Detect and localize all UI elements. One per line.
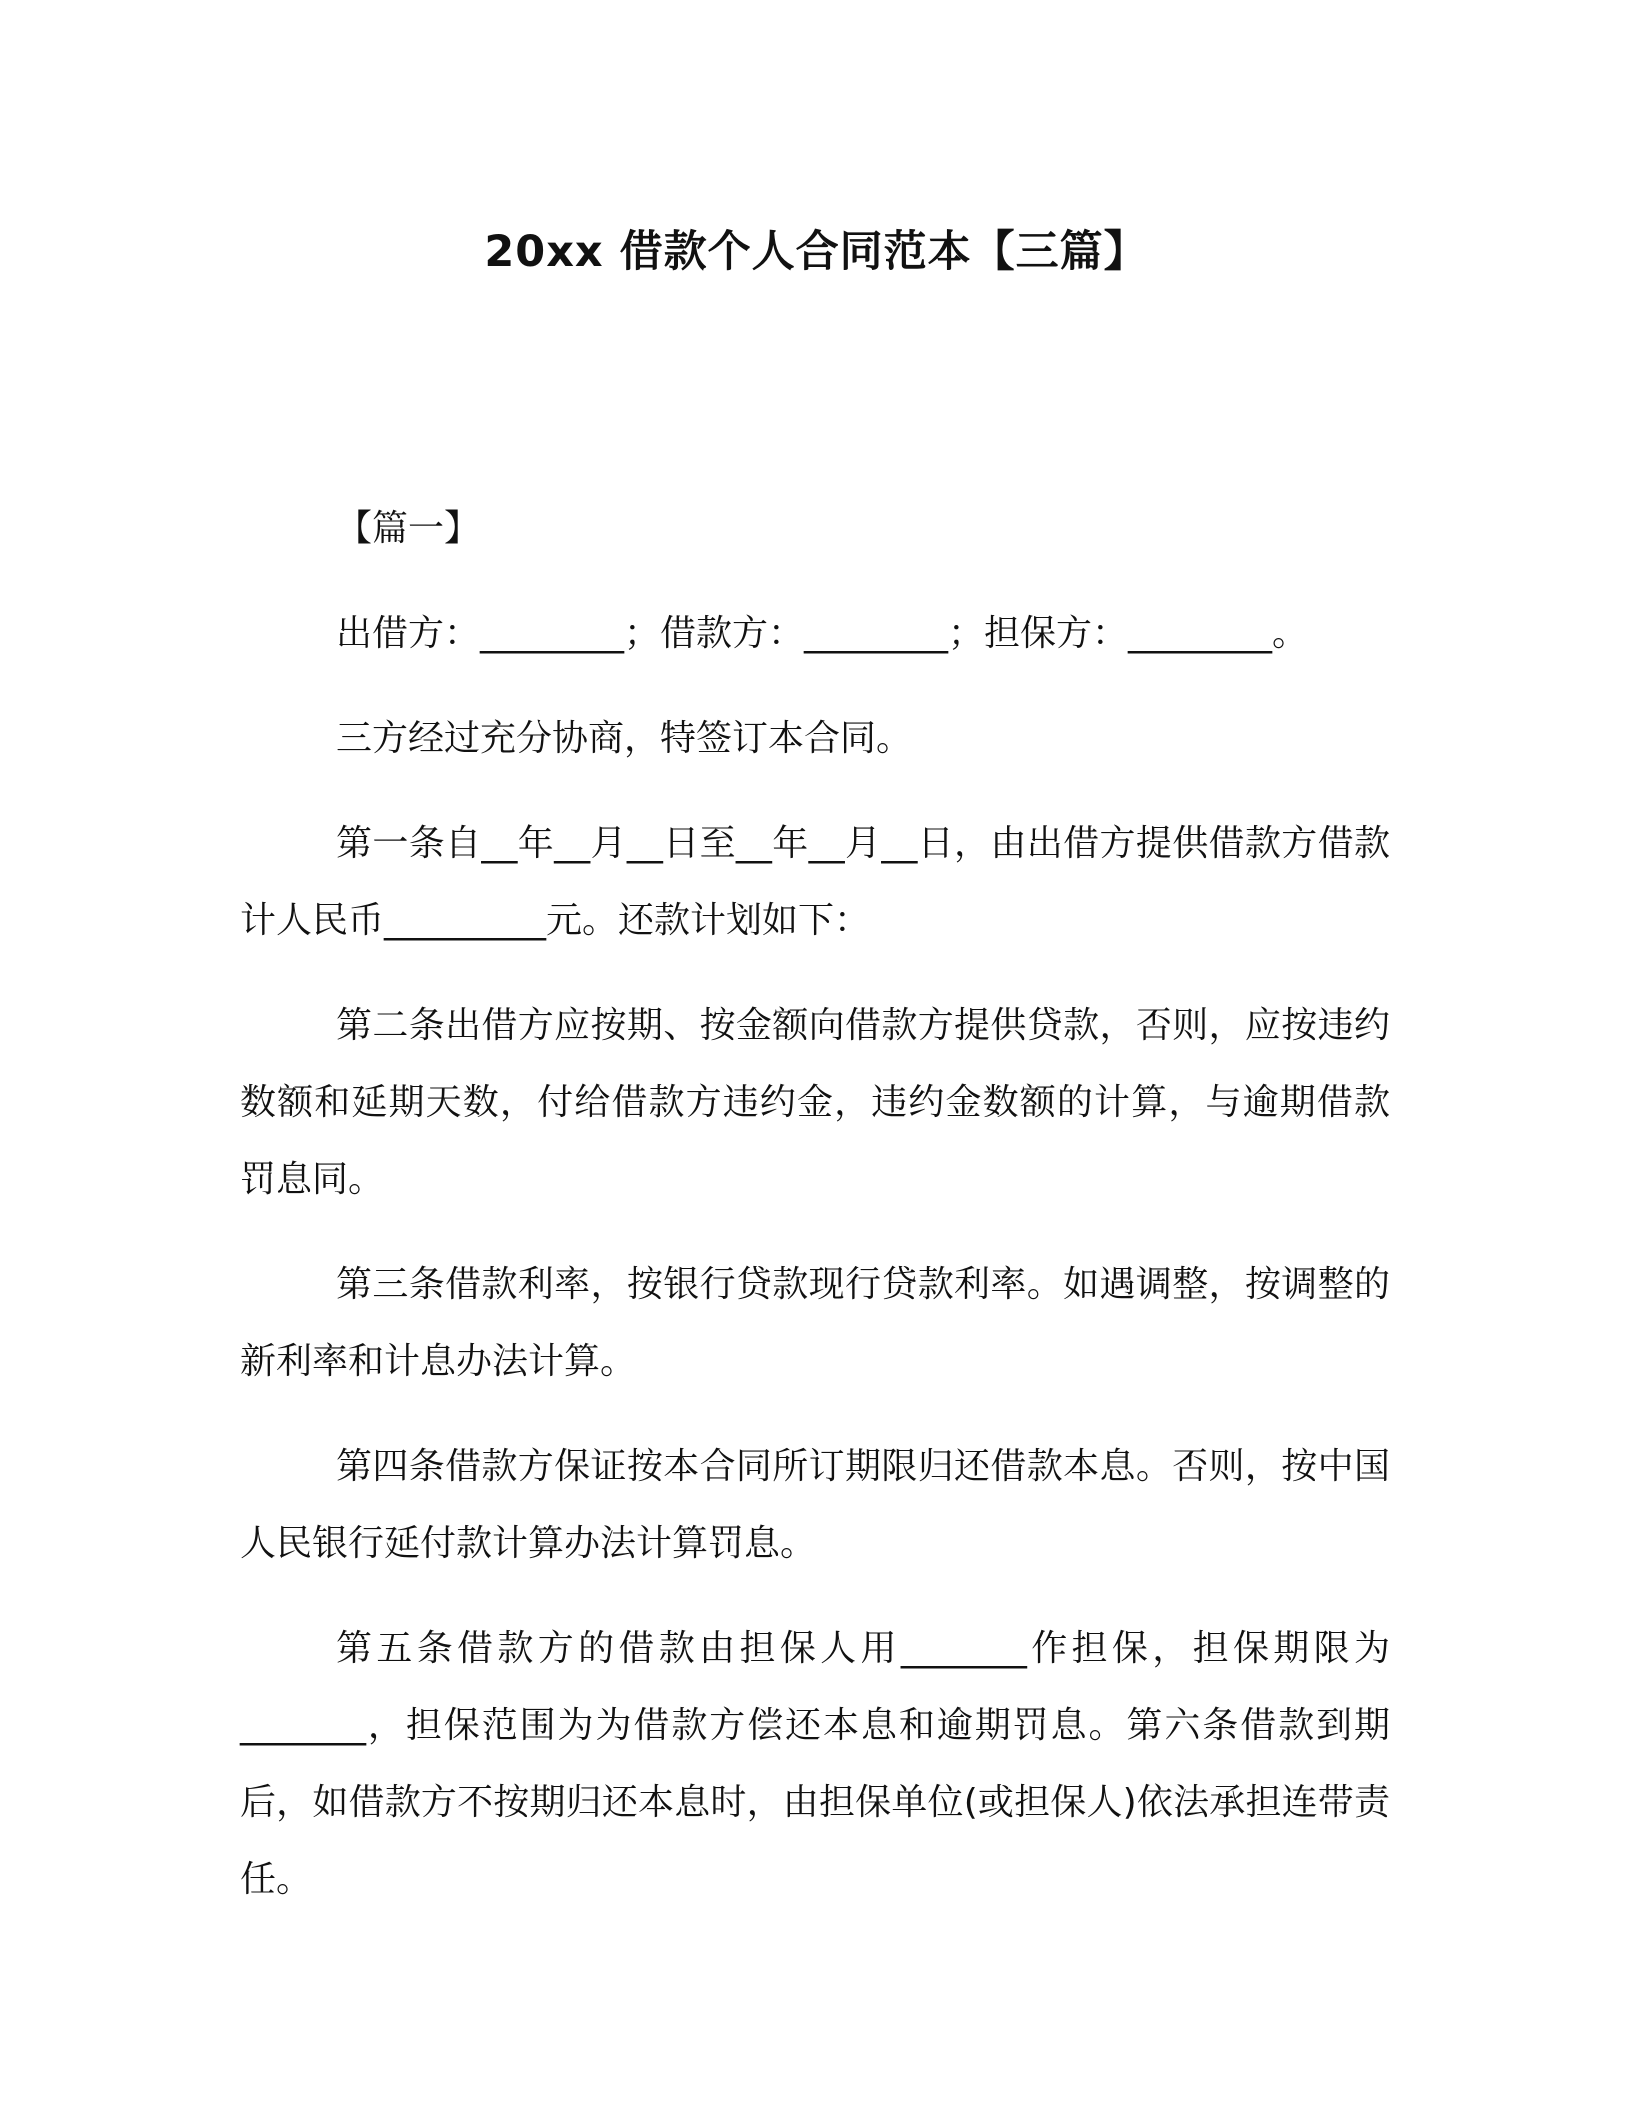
agreement-paragraph: 三方经过充分协商，特签订本合同。 <box>336 718 913 759</box>
document-title: 20xx 借款个人合同范本【三篇】 <box>484 227 1148 277</box>
parties-paragraph: 出借方：________；借款方：________；担保方：________。 <box>336 613 1309 654</box>
article-1-paragraph: 第一条自__年__月__日至__年__月__日，由出借方提供借款方借款计人民币_________元。还款计划如下： <box>240 823 1390 941</box>
document-body <box>240 490 1390 1946</box>
article-4-paragraph: 第四条借款方保证按本合同所订期限归还借款本息。否则，按中国人民银行延付款计算办法计算罚息。 <box>240 1446 1390 1564</box>
section-heading: 【篇一】 <box>336 508 481 549</box>
article-2-paragraph: 第二条出借方应按期、按金额向借款方提供贷款，否则，应按违约数额和延期天数，付给借款方违约金，违约金数额的计算，与逾期借款罚息同。 <box>240 1005 1390 1200</box>
article-5-paragraph: 第五条借款方的借款由担保人用_______作担保，担保期限为_______，担保范围为为借款方偿还本息和逾期罚息。第六条借款到期后，如借款方不按期归还本息时，由担保单位(或担保人)依法承担连带责任。 <box>240 1628 1390 1900</box>
article-3-paragraph: 第三条借款利率，按银行贷款现行贷款利率。如遇调整，按调整的新利率和计息办法计算。 <box>240 1264 1390 1382</box>
